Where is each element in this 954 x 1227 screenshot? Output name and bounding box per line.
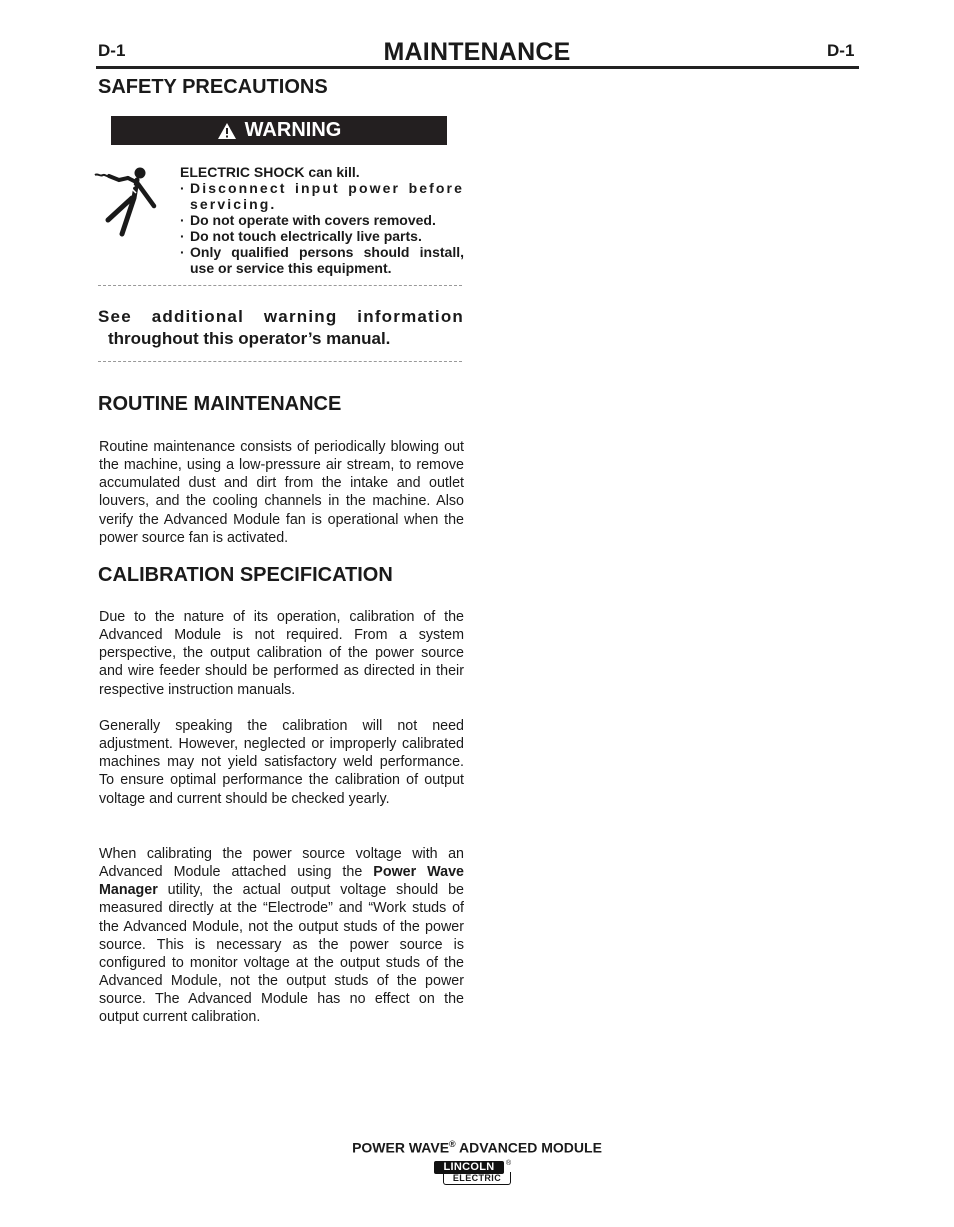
calibration-paragraph-2: Generally speaking the calibration will not need adjustment. However, neglected or improperly calibrated machines may not yield satisfactory weld performance. To ensure optimal performance the calibration of output voltage and current should be checked yearly. [99,718,464,807]
list-item: · Disconnect input power before servicing. [180,180,464,212]
logo-bottom-text: ELECTRIC [443,1172,511,1185]
see-also-line-2: throughout this operator’s manual. [108,329,391,348]
warning-triangle-icon [217,122,237,140]
product-name: POWER WAVE [352,1139,450,1156]
shock-list [180,180,464,276]
calibration-paragraph-1: Due to the nature of its operation, calibration of the Advanced Module is not required. From a system perspective, the output calibration of the power source and wire feeder should be performed as directed in their respective instruction manuals. [99,609,464,698]
calibration-paragraph-3 [99,845,464,1027]
see-also-line-1: See additional warning information [98,307,464,326]
power-wave-manager-name: Power Wave Manager [99,864,464,899]
shock-lead: ELECTRIC SHOCK can kill. [180,164,360,180]
footer-product-name [0,1139,954,1156]
safety-precautions-heading: SAFETY PRECAUTIONS [98,76,328,98]
logo-top-text: LINCOLN [434,1161,504,1174]
routine-maintenance-paragraph: Routine maintenance consists of periodically blowing out the machine, using a low-pressure air stream, to remove accumulated dust and dirt from the intake and outlet louvers, and the cooling channels in the machine. Also verify the Advanced Module fan is operational when the power source fan is activated. [99,439,464,546]
electric-shock-warning [180,164,464,276]
list-item: · Do not touch electrically live parts. [180,228,464,244]
calibration-specification-heading: CALIBRATION SPECIFICATION [98,564,393,586]
product-suffix: ADVANCED MODULE [455,1139,602,1156]
routine-maintenance-heading: ROUTINE MAINTENANCE [98,393,342,415]
electric-shock-icon [92,164,162,240]
warning-bar [111,116,447,145]
list-item: · Do not operate with covers removed. [180,212,464,228]
logo-registered-mark: ® [506,1160,512,1167]
divider [98,285,462,286]
paragraph-text: utility, the actual output voltage should be measured directly at the “Electrode” and “Work studs of the Advanced Module, not the output studs of the power source. This is necessary as the power source is configured to monitor voltage at the output studs of the Advanced Module, not the output studs of the power source. The Advanced Module has no effect on the output current calibration. [99,882,464,1026]
see-also-note [98,306,464,350]
registered-mark: ® [449,1139,456,1149]
paragraph-text: When calibrating the power source voltage with an Advanced Module attached using the [99,846,464,881]
list-item: · Only qualified persons should install, use or service this equipment. [180,244,464,276]
page-title: MAINTENANCE [383,38,571,66]
header-rule [96,66,859,69]
page-id-left: D-1 [98,41,126,60]
lincoln-electric-logo [434,1161,512,1187]
warning-label: WARNING [244,119,342,141]
page-id-right: D-1 [827,41,855,60]
divider [98,361,462,362]
